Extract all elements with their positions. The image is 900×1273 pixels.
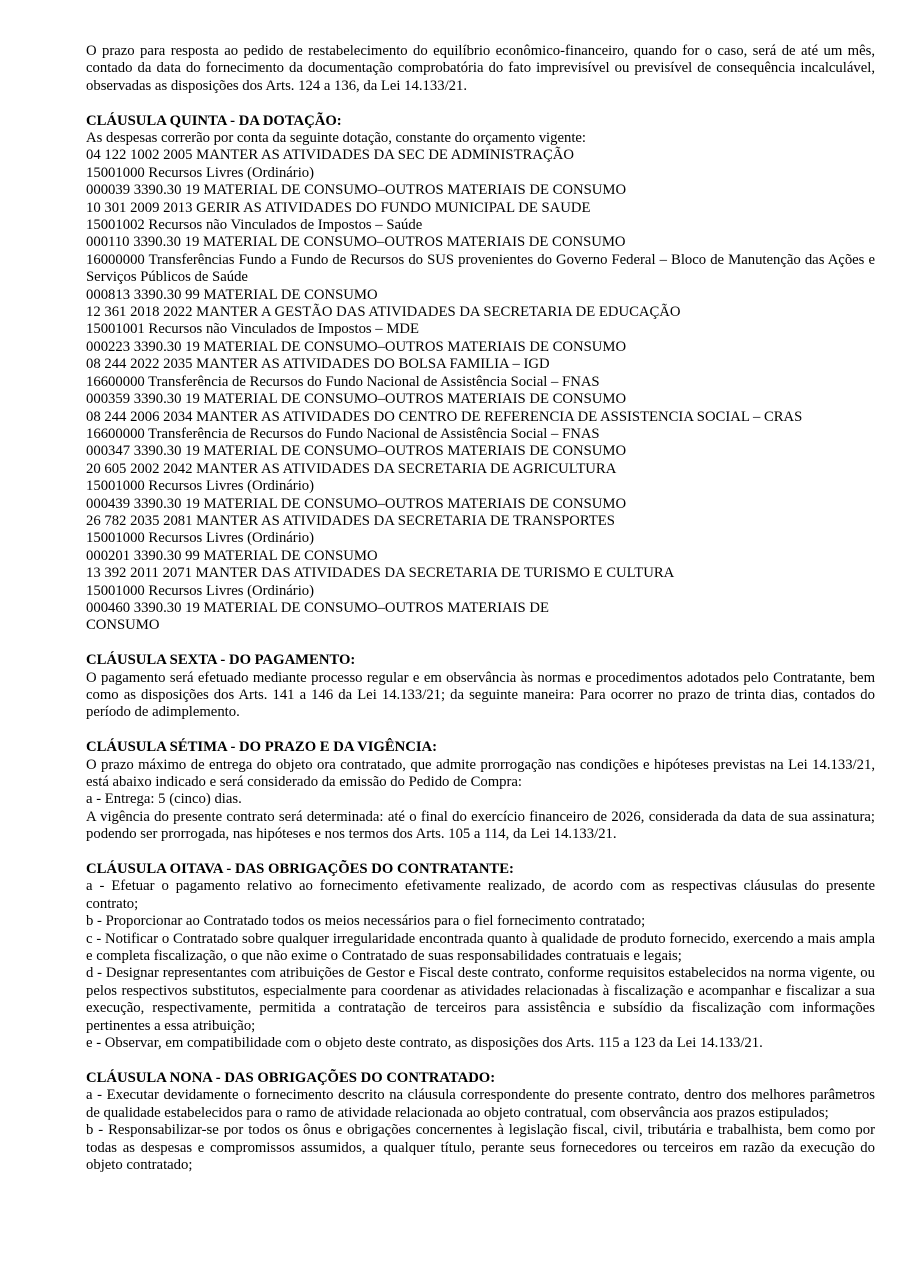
obligation-item-d: d - Designar representantes com atribuições de Gestor e Fiscal deste contrato, conforme requisitos estabelecidos na norma vigente, ou pelos respectivos substitutos, especialmente para coordenar as atividades relacionadas à fiscalização e acompanhar e fiscalizar a sua execução, respectivamente, permitida a contratação de terceiros para assistência e subsídio da fiscalização com informações pertinentes a essa atribuição;	[86, 965, 875, 1034]
budget-line: 15001000 Recursos Livres (Ordinário)	[86, 478, 315, 495]
obligation-item-e: e - Observar, em compatibilidade com o objeto deste contrato, as disposições dos Arts. 115 a 123 da Lei 14.133/21.	[86, 1035, 763, 1052]
obligation-item-c: c - Notificar o Contratado sobre qualquer irregularidade encontrada quanto à qualidade de produto fornecido, exercendo a mais ampla e completa fiscalização, o que não exime o Contratado de suas responsabilidades contratuais e legais;	[86, 930, 875, 965]
clause-intro-line: As despesas correrão por conta da seguinte dotação, constante do orçamento vigente:	[86, 130, 587, 147]
budget-line: 000460 3390.30 19 MATERIAL DE CONSUMO–OUTROS MATERIAIS DE	[86, 599, 549, 616]
clause-heading-setima: CLÁUSULA SÉTIMA - DO PRAZO E DA VIGÊNCIA:	[86, 739, 438, 756]
budget-line: 000201 3390.30 99 MATERIAL DE CONSUMO	[86, 547, 378, 564]
budget-line: 04 122 1002 2005 MANTER AS ATIVIDADES DA SEC DE ADMINISTRAÇÃO	[86, 147, 574, 164]
budget-line: 10 301 2009 2013 GERIR AS ATIVIDADES DO FUNDO MUNICIPAL DE SAUDE	[86, 199, 591, 216]
budget-line: 26 782 2035 2081 MANTER AS ATIVIDADES DA SECRETARIA DE TRANSPORTES	[86, 512, 615, 529]
intro-paragraph: O prazo para resposta ao pedido de restabelecimento do equilíbrio econômico-financeiro, quando for o caso, será de até um mês, contado da data do fornecimento da documentação comprobatória do fato imprevisível ou previsível de consequência incalculável, observadas as disposições dos Arts. 124 a 136, da Lei 14.133/21.	[86, 43, 875, 94]
budget-line: 15001002 Recursos não Vinculados de Impostos – Saúde	[86, 217, 423, 234]
budget-line: 13 392 2011 2071 MANTER DAS ATIVIDADES DA SECRETARIA DE TURISMO E CULTURA	[86, 565, 675, 582]
clause-heading-sexta: CLÁUSULA SEXTA - DO PAGAMENTO:	[86, 652, 356, 669]
budget-line: CONSUMO	[86, 617, 160, 634]
term-paragraph: O prazo máximo de entrega do objeto ora contratado, que admite prorrogação nas condições e hipóteses previstas na Lei 14.133/21, está abaixo indicado e será considerado da emissão do Pedido de Compra:	[86, 756, 875, 791]
delivery-item: a - Entrega: 5 (cinco) dias.	[86, 791, 242, 808]
budget-line: 000813 3390.30 99 MATERIAL DE CONSUMO	[86, 286, 378, 303]
payment-paragraph: O pagamento será efetuado mediante processo regular e em observância às normas e procedimentos adotados pelo Contratante, bem como as disposições dos Arts. 141 a 146 da Lei 14.133/21; da seguinte maneira: Para ocorrer no prazo de trinta dias, contados do período de adimplemento.	[86, 669, 875, 721]
budget-line: 15001000 Recursos Livres (Ordinário)	[86, 164, 315, 181]
budget-line: 000347 3390.30 19 MATERIAL DE CONSUMO–OUTROS MATERIAIS DE CONSUMO	[86, 443, 627, 460]
clause-heading-oitava: CLÁUSULA OITAVA - DAS OBRIGAÇÕES DO CONTRATANTE:	[86, 861, 514, 878]
obligation-item-b: b - Proporcionar ao Contratado todos os meios necessários para o fiel fornecimento contratado;	[86, 913, 646, 930]
budget-line: 000039 3390.30 19 MATERIAL DE CONSUMO–OUTROS MATERIAIS DE CONSUMO	[86, 182, 627, 199]
clause-heading-nona: CLÁUSULA NONA - DAS OBRIGAÇÕES DO CONTRATADO:	[86, 1069, 496, 1086]
budget-line: 16000000 Transferências Fundo a Fundo de Recursos do SUS provenientes do Governo Federal – Bloco de Manutenção das Ações e Serviços Públicos de Saúde	[86, 251, 875, 286]
budget-line: 15001001 Recursos não Vinculados de Impostos – MDE	[86, 321, 419, 338]
budget-line: 20 605 2002 2042 MANTER AS ATIVIDADES DA SECRETARIA DE AGRICULTURA	[86, 460, 617, 477]
budget-line: 08 244 2022 2035 MANTER AS ATIVIDADES DO BOLSA FAMILIA – IGD	[86, 356, 550, 373]
budget-line: 15001000 Recursos Livres (Ordinário)	[86, 582, 315, 599]
budget-line: 000110 3390.30 19 MATERIAL DE CONSUMO–OUTROS MATERIAIS DE CONSUMO	[86, 234, 626, 251]
budget-line: 000359 3390.30 19 MATERIAL DE CONSUMO–OUTROS MATERIAIS DE CONSUMO	[86, 391, 627, 408]
budget-line: 12 361 2018 2022 MANTER A GESTÃO DAS ATIVIDADES DA SECRETARIA DE EDUCAÇÃO	[86, 304, 681, 321]
validity-paragraph: A vigência do presente contrato será determinada: até o final do exercício financeiro de 2026, considerada da data de sua assinatura; podendo ser prorrogada, nas hipóteses e nos termos dos Arts. 105 a 114, da Lei 14.133/21.	[86, 808, 875, 843]
budget-line: 16600000 Transferência de Recursos do Fundo Nacional de Assistência Social – FNAS	[86, 425, 600, 442]
budget-line: 16600000 Transferência de Recursos do Fundo Nacional de Assistência Social – FNAS	[86, 373, 600, 390]
budget-line: 08 244 2006 2034 MANTER AS ATIVIDADES DO CENTRO DE REFERENCIA DE ASSISTENCIA SOCIAL – CRAS	[86, 408, 803, 425]
contractor-obligation-b: b - Responsabilizar-se por todos os ônus e obrigações concernentes à legislação fiscal, civil, tributária e trabalhista, bem como por todas as despesas e compromissos assumidos, a qualquer título, perante seus fornecedores ou terceiros em razão da execução do objeto contratado;	[86, 1122, 875, 1173]
contractor-obligation-a: a - Executar devidamente o fornecimento descrito na cláusula correspondente do presente contrato, dentro dos melhores parâmetros de qualidade estabelecidos para o ramo de atividade relacionada ao objeto contratual, com observância aos prazos estipulados;	[86, 1087, 875, 1121]
obligation-item-a: a - Efetuar o pagamento relativo ao fornecimento efetivamente realizado, de acordo com as respectivas cláusulas do presente contrato;	[86, 878, 875, 912]
budget-line: 000223 3390.30 19 MATERIAL DE CONSUMO–OUTROS MATERIAIS DE CONSUMO	[86, 338, 627, 355]
budget-line: 15001000 Recursos Livres (Ordinário)	[86, 530, 315, 547]
clause-heading-quinta: CLÁUSULA QUINTA - DA DOTAÇÃO:	[86, 112, 342, 129]
budget-line: 000439 3390.30 19 MATERIAL DE CONSUMO–OUTROS MATERIAIS DE CONSUMO	[86, 495, 627, 512]
